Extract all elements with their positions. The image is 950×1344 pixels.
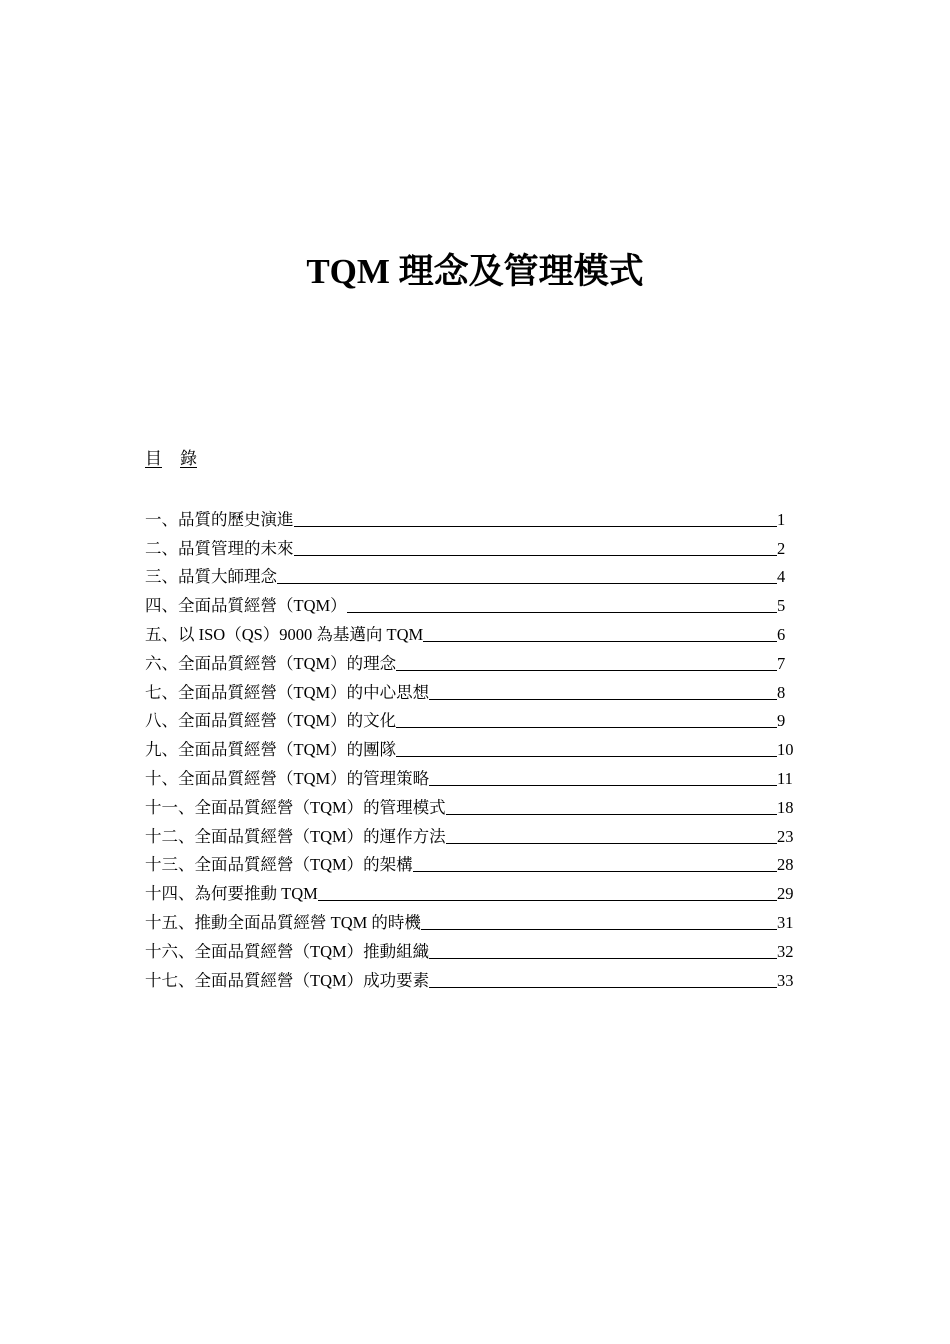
toc-leader-line <box>318 900 777 901</box>
toc-page-number: 8 <box>777 682 786 702</box>
toc-page-number: 11 <box>777 768 793 788</box>
toc-entry-label: 十一、全面品質經營（TQM）的管理模式 <box>145 797 446 817</box>
toc-leader-line <box>429 987 777 988</box>
toc-entry-label: 十三、全面品質經營（TQM）的架構 <box>145 855 413 875</box>
toc-entry-label: 十七、全面品質經營（TQM）成功要素 <box>145 970 430 990</box>
toc-page-number: 9 <box>777 711 786 731</box>
toc-leader-line <box>423 641 777 642</box>
toc-leader-line <box>294 526 778 527</box>
toc-entry[interactable] <box>145 532 797 561</box>
toc-leader-line <box>446 814 777 815</box>
toc-entry-label: 十四、為何要推動 TQM <box>145 884 318 904</box>
toc-entry[interactable] <box>145 503 797 532</box>
toc-entry-label: 三、品質大師理念 <box>145 567 277 587</box>
toc-heading-char-1: 目 <box>145 449 162 469</box>
toc-heading-char-2: 錄 <box>180 449 197 469</box>
toc-leader-line <box>429 958 777 959</box>
toc-leader-line <box>396 756 777 757</box>
toc-page-number: 5 <box>777 596 786 616</box>
toc-page-number: 7 <box>777 653 786 673</box>
toc-page-number: 4 <box>777 567 786 587</box>
toc-leader-line <box>294 555 778 556</box>
toc-leader-line <box>413 871 777 872</box>
toc-leader-line <box>446 843 777 844</box>
toc-page-number: 1 <box>777 509 786 529</box>
toc-entry-label: 九、全面品質經營（TQM）的團隊 <box>145 740 397 760</box>
toc-page-number: 29 <box>777 884 794 904</box>
toc-entry[interactable] <box>145 561 797 590</box>
toc-entry[interactable] <box>145 906 797 935</box>
toc-entry-label: 四、全面品質經營（TQM） <box>145 596 347 616</box>
toc-entry[interactable] <box>145 589 797 618</box>
toc-entry[interactable] <box>145 676 797 705</box>
toc-leader-line <box>396 727 777 728</box>
toc-entry-label: 十、全面品質經營（TQM）的管理策略 <box>145 768 430 788</box>
toc-page-number: 32 <box>777 941 794 961</box>
toc-list <box>145 503 797 993</box>
toc-entry-label: 十五、推動全面品質經營 TQM 的時機 <box>145 912 421 932</box>
toc-leader-line <box>277 583 777 584</box>
toc-leader-line <box>421 929 777 930</box>
toc-entry-label: 十六、全面品質經營（TQM）推動組織 <box>145 941 430 961</box>
toc-entry[interactable] <box>145 647 797 676</box>
toc-entry[interactable] <box>145 820 797 849</box>
toc-entry-label: 八、全面品質經營（TQM）的文化 <box>145 711 397 731</box>
toc-entry[interactable] <box>145 705 797 734</box>
toc-leader-line <box>429 699 777 700</box>
toc-entry[interactable] <box>145 762 797 791</box>
toc-entry[interactable] <box>145 618 797 647</box>
toc-entry-label: 十二、全面品質經營（TQM）的運作方法 <box>145 826 446 846</box>
toc-entry[interactable] <box>145 849 797 878</box>
toc-entry-label: 五、以 ISO（QS）9000 為基邁向 TQM <box>145 624 424 644</box>
toc-leader-line <box>396 670 777 671</box>
toc-entry[interactable] <box>145 791 797 820</box>
toc-entry-label: 一、品質的歷史演進 <box>145 509 294 529</box>
toc-entry[interactable] <box>145 733 797 762</box>
toc-page-number: 10 <box>777 740 794 760</box>
toc-entry-label: 二、品質管理的未來 <box>145 538 294 558</box>
toc-leader-line <box>347 612 777 613</box>
toc-entry-label: 七、全面品質經營（TQM）的中心思想 <box>145 682 430 702</box>
page-title: TQM 理念及管理模式 <box>306 252 644 291</box>
toc-page-number: 18 <box>777 797 794 817</box>
toc-entry-label: 六、全面品質經營（TQM）的理念 <box>145 653 397 673</box>
toc-entry[interactable] <box>145 935 797 964</box>
toc-page-number: 6 <box>777 624 786 644</box>
toc-page-number: 28 <box>777 855 794 875</box>
toc-page-number: 33 <box>777 970 794 990</box>
toc-leader-line <box>429 785 777 786</box>
toc-page-number: 23 <box>777 826 794 846</box>
toc-page-number: 31 <box>777 912 794 932</box>
toc-entry[interactable] <box>145 964 797 993</box>
toc-page-number: 2 <box>777 538 786 558</box>
toc-entry[interactable] <box>145 877 797 906</box>
toc-heading <box>145 447 197 471</box>
